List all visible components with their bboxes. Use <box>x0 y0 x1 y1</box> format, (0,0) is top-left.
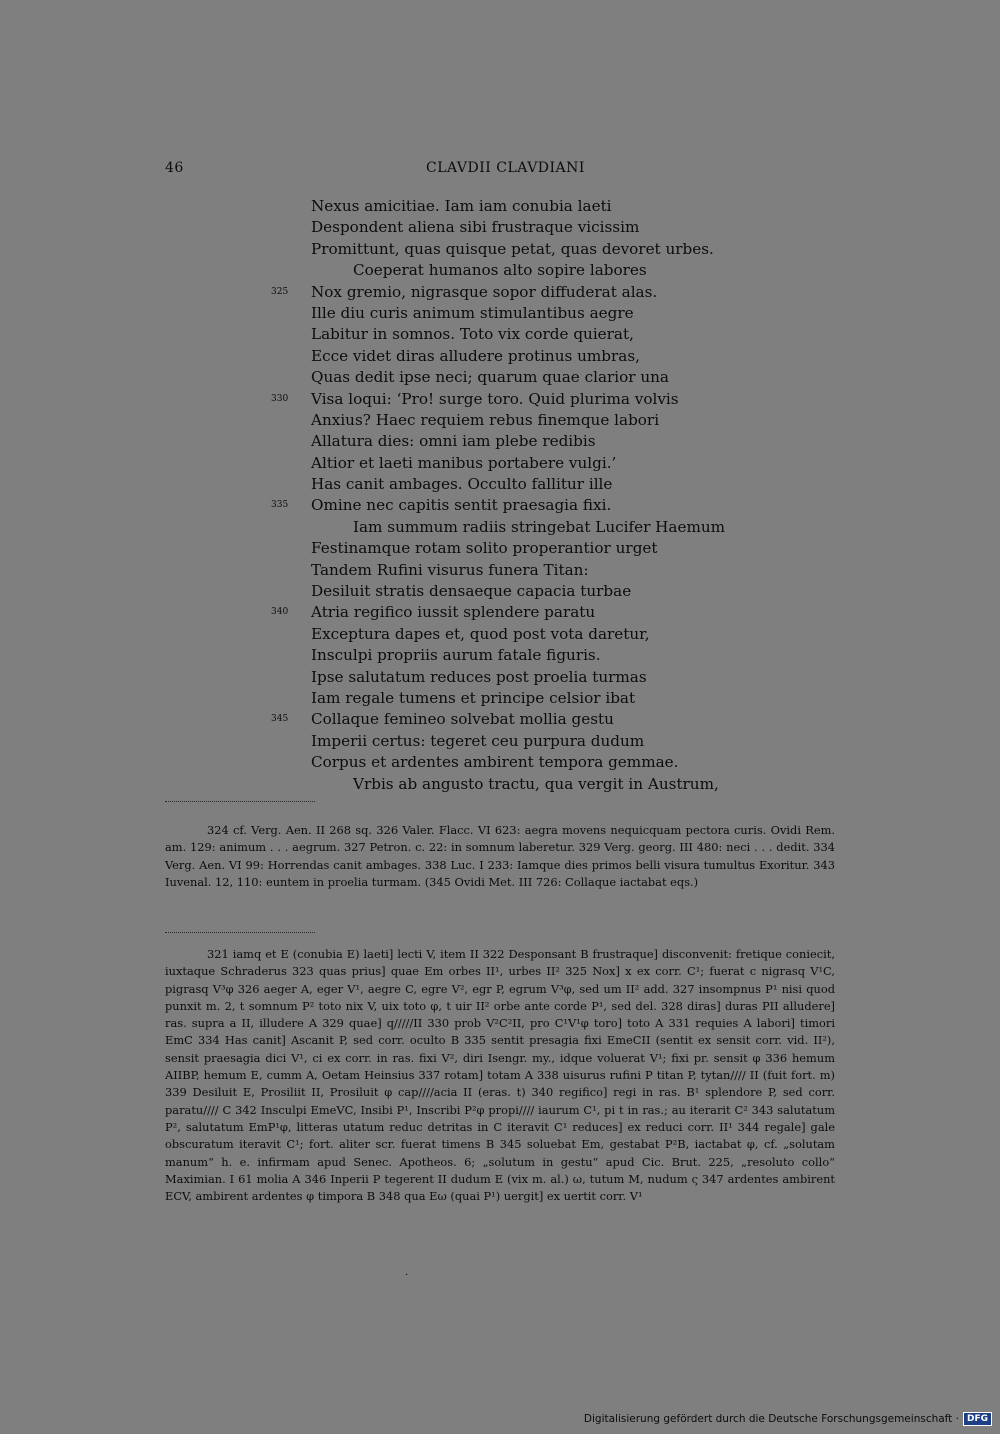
verse-text: Nexus amicitiae. Iam iam conubia laeti <box>311 197 612 215</box>
apparatus-text: 321 iamq et E (conubia E) laeti] lecti V, item II 322 Desponsant B frustraque] disconvenit: fretique coniecit, iuxtaque Schraderus 323 quas prius] quae Em orbes II¹, urbes II² 325 Nox] x ex corr. C¹; fuerat c nigrasq V¹C, pigrasq V³φ 326 aeger A, eger V¹, aegre C, egre V², egr P, egrum V³φ, sed um II² add. 327 insompnus P¹ nisi quod punxit m. 2, t somnum P² toto nix V, uix toto φ, t uir II² orbe ante corde P¹, sed del. 328 diras] duras PII alludere] ras. supra a II, illudere A 329 quae] q/////II 330 prob V²C²II, pro C¹V¹φ toro] toto A 331 requies A labori] timori EmC 334 Has canit] Ascanit P, sed corr. oculto B 335 sentit presagia fixi EmeCII (sentit ex sensit corr. vid. II²), sensit praesagia dici V¹, ci ex corr. in ras. fixi V², diri Isengr. my., idque voluerat V¹; fixi pr. sensit φ 336 hemum AIIBP, hemum E, cumm A, Oetam Heinsius 337 rotam] totam A 338 uisurus rufini P titan P, tytan//// II (fuit fort. m) 339 Desiluit E, Prosiliit II, Prosiluit φ cap////acia II (eras. t) 340 regifico] regi in ras. B¹ splendore P, sed corr. paratu//// C 342 Insculpi EmeVC, Insibi P¹, Inscribi P²φ propi//// iaurum C¹, pi t in ras.; au iterarit C² 343 salutatum P², salutatum EmP¹φ, litteras utatum reduc detritas in C iteravit C¹ reduces] ex reduci corr. II¹ 344 regale] gale obscuratum iteravit C¹; fort. aliter scr. fuerat timens B 345 soluebat Em, gestabat P²B, iactabat φ, cf. „solutam manum“ h. e. infirmam apud Senec. Apotheos. 6; „solutum in gestu“ apud Cic. Brut. 225, „resoluto collo“ Maximian. I 61 molia A 346 Inperii P tegerent II dudum E (vix m. al.) ω, tutum M, nudum ς 347 ardentes ambirent ECV, ambirent ardentes φ timpora B 348 qua Eω (quai P¹) uergit] ex uertit corr. V¹ <box>165 947 835 1204</box>
line-number: 335 <box>271 500 289 511</box>
verse-text: Festinamque rotam solito properantior urget <box>311 539 658 558</box>
line-number: 325 <box>271 286 289 297</box>
dfg-logo: DFG <box>963 1412 992 1426</box>
separator-rule <box>165 801 315 802</box>
verse-line <box>311 196 831 217</box>
verse-line <box>311 581 831 602</box>
verse-text: Omine nec capitis sentit praesagia fixi. <box>311 496 612 515</box>
verse-text: Tandem Rufini visurus funera Titan: <box>311 560 589 579</box>
verse-line <box>311 217 831 238</box>
verse-line <box>271 495 831 516</box>
verse-line <box>311 260 831 281</box>
verse-line <box>311 346 831 367</box>
footer-text: Digitalisierung gefördert durch die Deutsche Forschungsgemeinschaft · <box>583 1413 959 1425</box>
verse-line <box>271 709 831 730</box>
verse-text: Desiluit stratis densaeque capacia turbae <box>311 582 632 601</box>
verse-line <box>271 389 831 410</box>
verse-text: Quas dedit ipse neci; quarum quae clarior una <box>311 368 669 387</box>
digitization-footer <box>584 1412 992 1426</box>
verse-line <box>311 239 831 260</box>
verse-line <box>271 602 831 623</box>
verse-text: Coeperat humanos alto sopire labores <box>353 261 647 280</box>
verse-line <box>311 538 831 559</box>
verse-text: Altior et laeti manibus portabere vulgi.’ <box>311 453 617 472</box>
testimonia-text: 324 cf. Verg. Aen. II 268 sq. 326 Valer. Flacc. VI 623: aegra movens nequicquam pectora curis. Ovidi Rem. am. 129: animum . . . aegrum. 327 Petron. c. 22: in somnum laberetur. 329 Verg. georg. III 480: neci . . . dedit. 334 Verg. Aen. VI 99: Horrendas canit ambages. 338 Luc. I 233: Iamque dies primos belli visura tumultus Exoritur. 343 Iuvenal. 12, 110: euntem in proelia turmam. (345 Ovidi Met. III 726: Collaque iactabat eqs.) <box>165 823 835 889</box>
verse-line <box>311 560 831 581</box>
running-title: CLAVDII CLAVDIANI <box>426 160 585 176</box>
verse-text: Ipse salutatum reduces post proelia turmas <box>311 667 647 686</box>
verse-line <box>311 624 831 645</box>
apparatus-block <box>165 946 835 1205</box>
verse-text: Promittunt, quas quisque petat, quas devoret urbes. <box>311 239 714 258</box>
verse-line <box>311 667 831 688</box>
verse-line <box>311 367 831 388</box>
verse-text: Allatura dies: omni iam plebe redibis <box>311 432 596 451</box>
line-number: 340 <box>271 607 289 618</box>
verse-text: Visa loqui: ‘Pro! surge toro. Quid plurima volvis <box>311 389 679 408</box>
verse-line <box>311 324 831 345</box>
page-number: 46 <box>165 160 184 176</box>
verse-line <box>311 752 831 773</box>
verse-text: Atria regifico iussit splendere paratu <box>311 603 596 622</box>
verse-text: Has canit ambages. Occulto fallitur ille <box>311 475 613 494</box>
verse-line <box>311 410 831 431</box>
verse-text: Exceptura dapes et, quod post vota daretur, <box>311 624 650 643</box>
verse-text: Iam summum radiis stringebat Lucifer Haemum <box>353 517 726 536</box>
verse-text: Anxius? Haec requiem rebus finemque labori <box>311 410 660 429</box>
poem-text <box>271 196 831 795</box>
verse-text: Iam regale tumens et principe celsior ibat <box>311 688 636 707</box>
verse-text: Corpus et ardentes ambirent tempora gemmae. <box>311 753 679 772</box>
verse-line <box>311 517 831 538</box>
testimonia-block <box>165 822 835 891</box>
verse-text: Imperii certus: tegeret ceu purpura dudum <box>311 731 645 750</box>
verse-line <box>311 453 831 474</box>
verse-line <box>311 688 831 709</box>
separator-rule <box>165 932 315 933</box>
verse-text: Ille diu curis animum stimulantibus aegre <box>311 303 634 322</box>
verse-text: Labitur in somnos. Toto vix corde quierat, <box>311 325 634 344</box>
verse-text: Ecce videt diras alludere protinus umbras, <box>311 346 640 365</box>
verse-line <box>311 645 831 666</box>
verse-text: Collaque femineo solvebat mollia gestu <box>311 710 614 729</box>
line-number: 330 <box>271 393 289 404</box>
verse-text: Despondent aliena sibi frustraque vicissim <box>311 218 640 237</box>
verse-text: Vrbis ab angusto tractu, qua vergit in Austrum, <box>353 774 719 793</box>
verse-text: Insculpi propriis aurum fatale figuris. <box>311 646 601 665</box>
verse-line <box>311 474 831 495</box>
verse-text: Nox gremio, nigrasque sopor diffuderat alas. <box>311 282 658 301</box>
stray-mark: · <box>405 1270 409 1281</box>
verse-line <box>271 282 831 303</box>
line-number: 345 <box>271 714 289 725</box>
verse-line <box>311 774 831 795</box>
verse-line <box>311 731 831 752</box>
verse-line <box>311 303 831 324</box>
verse-line <box>311 431 831 452</box>
